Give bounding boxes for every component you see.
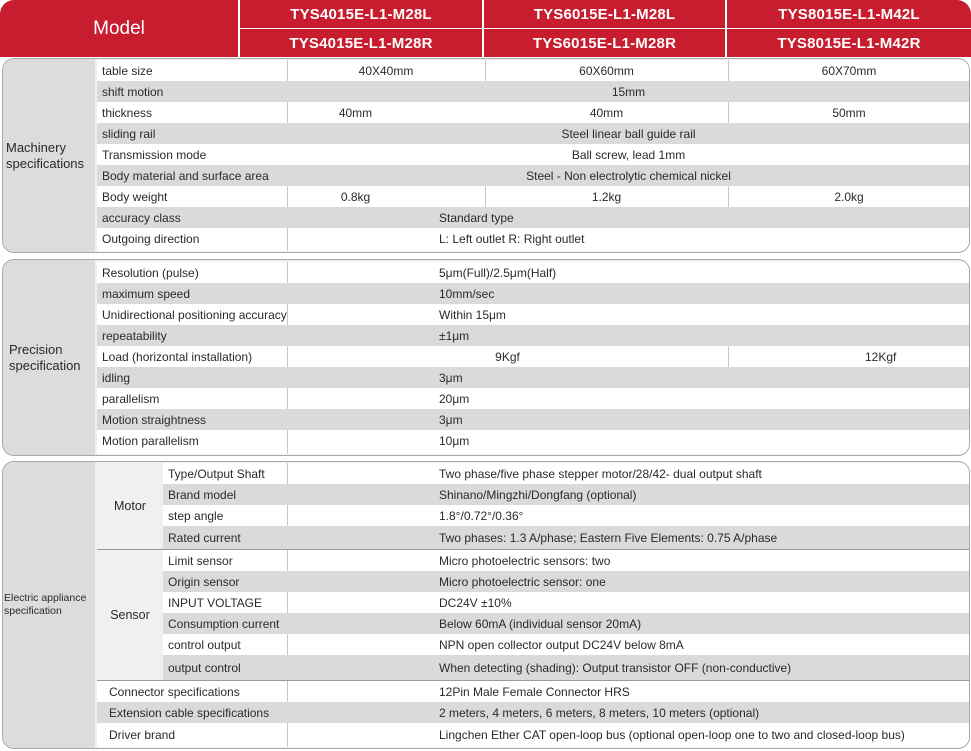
row-value: 60X60mm [579,63,634,78]
row-label: accuracy class [102,210,181,225]
row-label: Outgoing direction [102,231,200,246]
row-value: 60X70mm [821,63,877,78]
row-label: shift motion [102,84,164,99]
row-value: 1.8°/0.72°/0.36° [439,508,524,523]
table-row [97,165,969,186]
model-3-right: TYS8015E-L1-M42R [777,34,921,52]
precision-section [2,259,970,456]
row-value: L: Left outlet R: Right outlet [439,231,585,246]
machinery-section-label: Machinery specifications [3,59,95,252]
row-value: Two phases: 1.3 A/phase; Eastern Five Elements: 0.75 A/phase [439,530,778,545]
model-2-left: TYS6015E-L1-M28L [484,0,725,29]
row-value: 12Kgf [865,349,897,364]
row-label: Driver brand [109,728,176,742]
row-value: 2 meters, 4 meters, 6 meters, 8 meters, 10 meters (optional) [439,705,760,720]
table-row [163,592,969,613]
row-label: table size [102,63,153,78]
row-value: 5μm(Full)/2.5μm(Half) [439,265,557,280]
table-row [97,388,969,409]
row-value: 2.0kg [834,189,864,204]
row-label: Brand model [168,487,237,502]
model-1-right: TYS4015E-L1-M28R [289,34,433,52]
row-value: Micro photoelectric sensors: two [439,553,611,568]
row-value: Lingchen Ether CAT open-loop bus (optional open-loop one to two and closed-loop bus) [439,728,905,742]
model-label: Model [93,17,145,39]
row-label: Extension cable specifications [109,705,270,720]
row-label: Transmission mode [102,147,207,162]
row-value: NPN open collector output DC24V below 8mA [439,637,684,652]
row-label: parallelism [102,391,160,406]
row-value: 3μm [439,412,463,427]
row-value: Shinano/Mingzhi/Dongfang (optional) [439,487,637,502]
table-row [97,228,969,251]
row-value: 0.8kg [340,189,371,204]
model-header [0,0,238,57]
table-row [97,283,969,304]
row-label: idling [102,370,131,385]
row-label: Rated current [168,530,241,545]
table-row [97,207,969,228]
table-row [97,346,969,367]
row-label: INPUT VOLTAGE [168,595,263,610]
table-row [163,484,969,505]
row-value: 40mm [589,105,624,120]
electric-section-label: Electric appliance specification [3,462,95,748]
table-row [163,613,969,634]
table-row [97,304,969,325]
table-row [97,144,969,165]
model-column-2 [484,0,725,57]
row-value: 15mm [611,84,646,99]
model-column-3 [727,0,971,57]
table-row [97,409,969,430]
row-label: thickness [102,105,153,120]
row-label: Unidirectional positioning accuracy [102,307,287,322]
table-row [163,526,969,549]
row-value: Micro photoelectric sensor: one [439,574,606,589]
row-label: Motion straightness [102,412,207,427]
table-row [97,723,969,747]
row-value: ±1μm [439,328,470,343]
table-row [97,262,969,283]
row-label: step angle [168,508,224,523]
precision-section-label: Precision specification [3,260,95,455]
row-value: 20μm [439,391,470,406]
row-value: 1.2kg [591,189,622,204]
table-row [97,81,969,102]
row-value: Below 60mA (individual sensor 20mA) [439,616,642,631]
table-row [97,325,969,346]
row-label: Type/Output Shaft [168,466,265,481]
table-row [97,186,969,207]
row-value: 12Pin Male Female Connector HRS [439,684,630,699]
model-3-left: TYS8015E-L1-M42L [727,0,971,29]
row-value: When detecting (shading): Output transistor OFF (non-conductive) [439,660,792,675]
row-value: 40X40mm [358,63,414,78]
row-value: Within 15μm [439,307,506,322]
model-1-left: TYS4015E-L1-M28L [240,0,482,29]
table-row [97,102,969,123]
table-row [163,505,969,526]
row-label: maximum speed [102,286,191,301]
row-label: Resolution (pulse) [102,265,199,280]
row-value: Standard type [439,210,514,225]
table-row [97,430,969,454]
row-value: Steel linear ball guide rail [561,126,696,141]
table-row [97,60,969,81]
row-value: 9Kgf [495,349,520,364]
row-label: Connector specifications [109,684,240,699]
table-row [163,571,969,592]
row-value: 3μm [439,370,463,385]
table-row [163,550,969,571]
table-row [97,702,969,723]
row-value: Ball screw, lead 1mm [571,147,686,162]
table-row [163,655,969,680]
row-label: Body weight [102,189,168,204]
row-value: Two phase/five phase stepper motor/28/42- dual output shaft [439,466,762,481]
row-value: Steel - Non electrolytic chemical nickel [526,168,731,183]
row-value: 40mm [338,105,373,120]
model-2-right: TYS6015E-L1-M28R [532,34,677,52]
machinery-section [2,58,970,253]
table-row [97,123,969,144]
table-row [97,367,969,388]
model-column-1 [240,0,482,57]
row-label: output control [168,660,241,675]
table-row [163,634,969,655]
row-label: Motion parallelism [102,433,199,448]
row-label: repeatability [102,328,167,343]
motor-group-label: Motor [97,463,163,549]
row-label: Load (horizontal installation) [102,349,253,364]
table-row [97,681,969,702]
table-row [163,463,969,484]
row-label: Body material and surface area [102,168,269,183]
row-label: sliding rail [102,126,156,141]
row-value: 10mm/sec [439,286,495,301]
electric-section [2,461,970,749]
row-label: control output [168,637,241,652]
row-value: 50mm [832,105,866,120]
row-label: Consumption current [168,616,280,631]
sensor-group-label: Sensor [97,550,163,680]
row-value: 10μm [439,433,470,448]
row-label: Limit sensor [168,553,233,568]
row-label: Origin sensor [168,574,240,589]
row-value: DC24V ±10% [439,595,512,610]
